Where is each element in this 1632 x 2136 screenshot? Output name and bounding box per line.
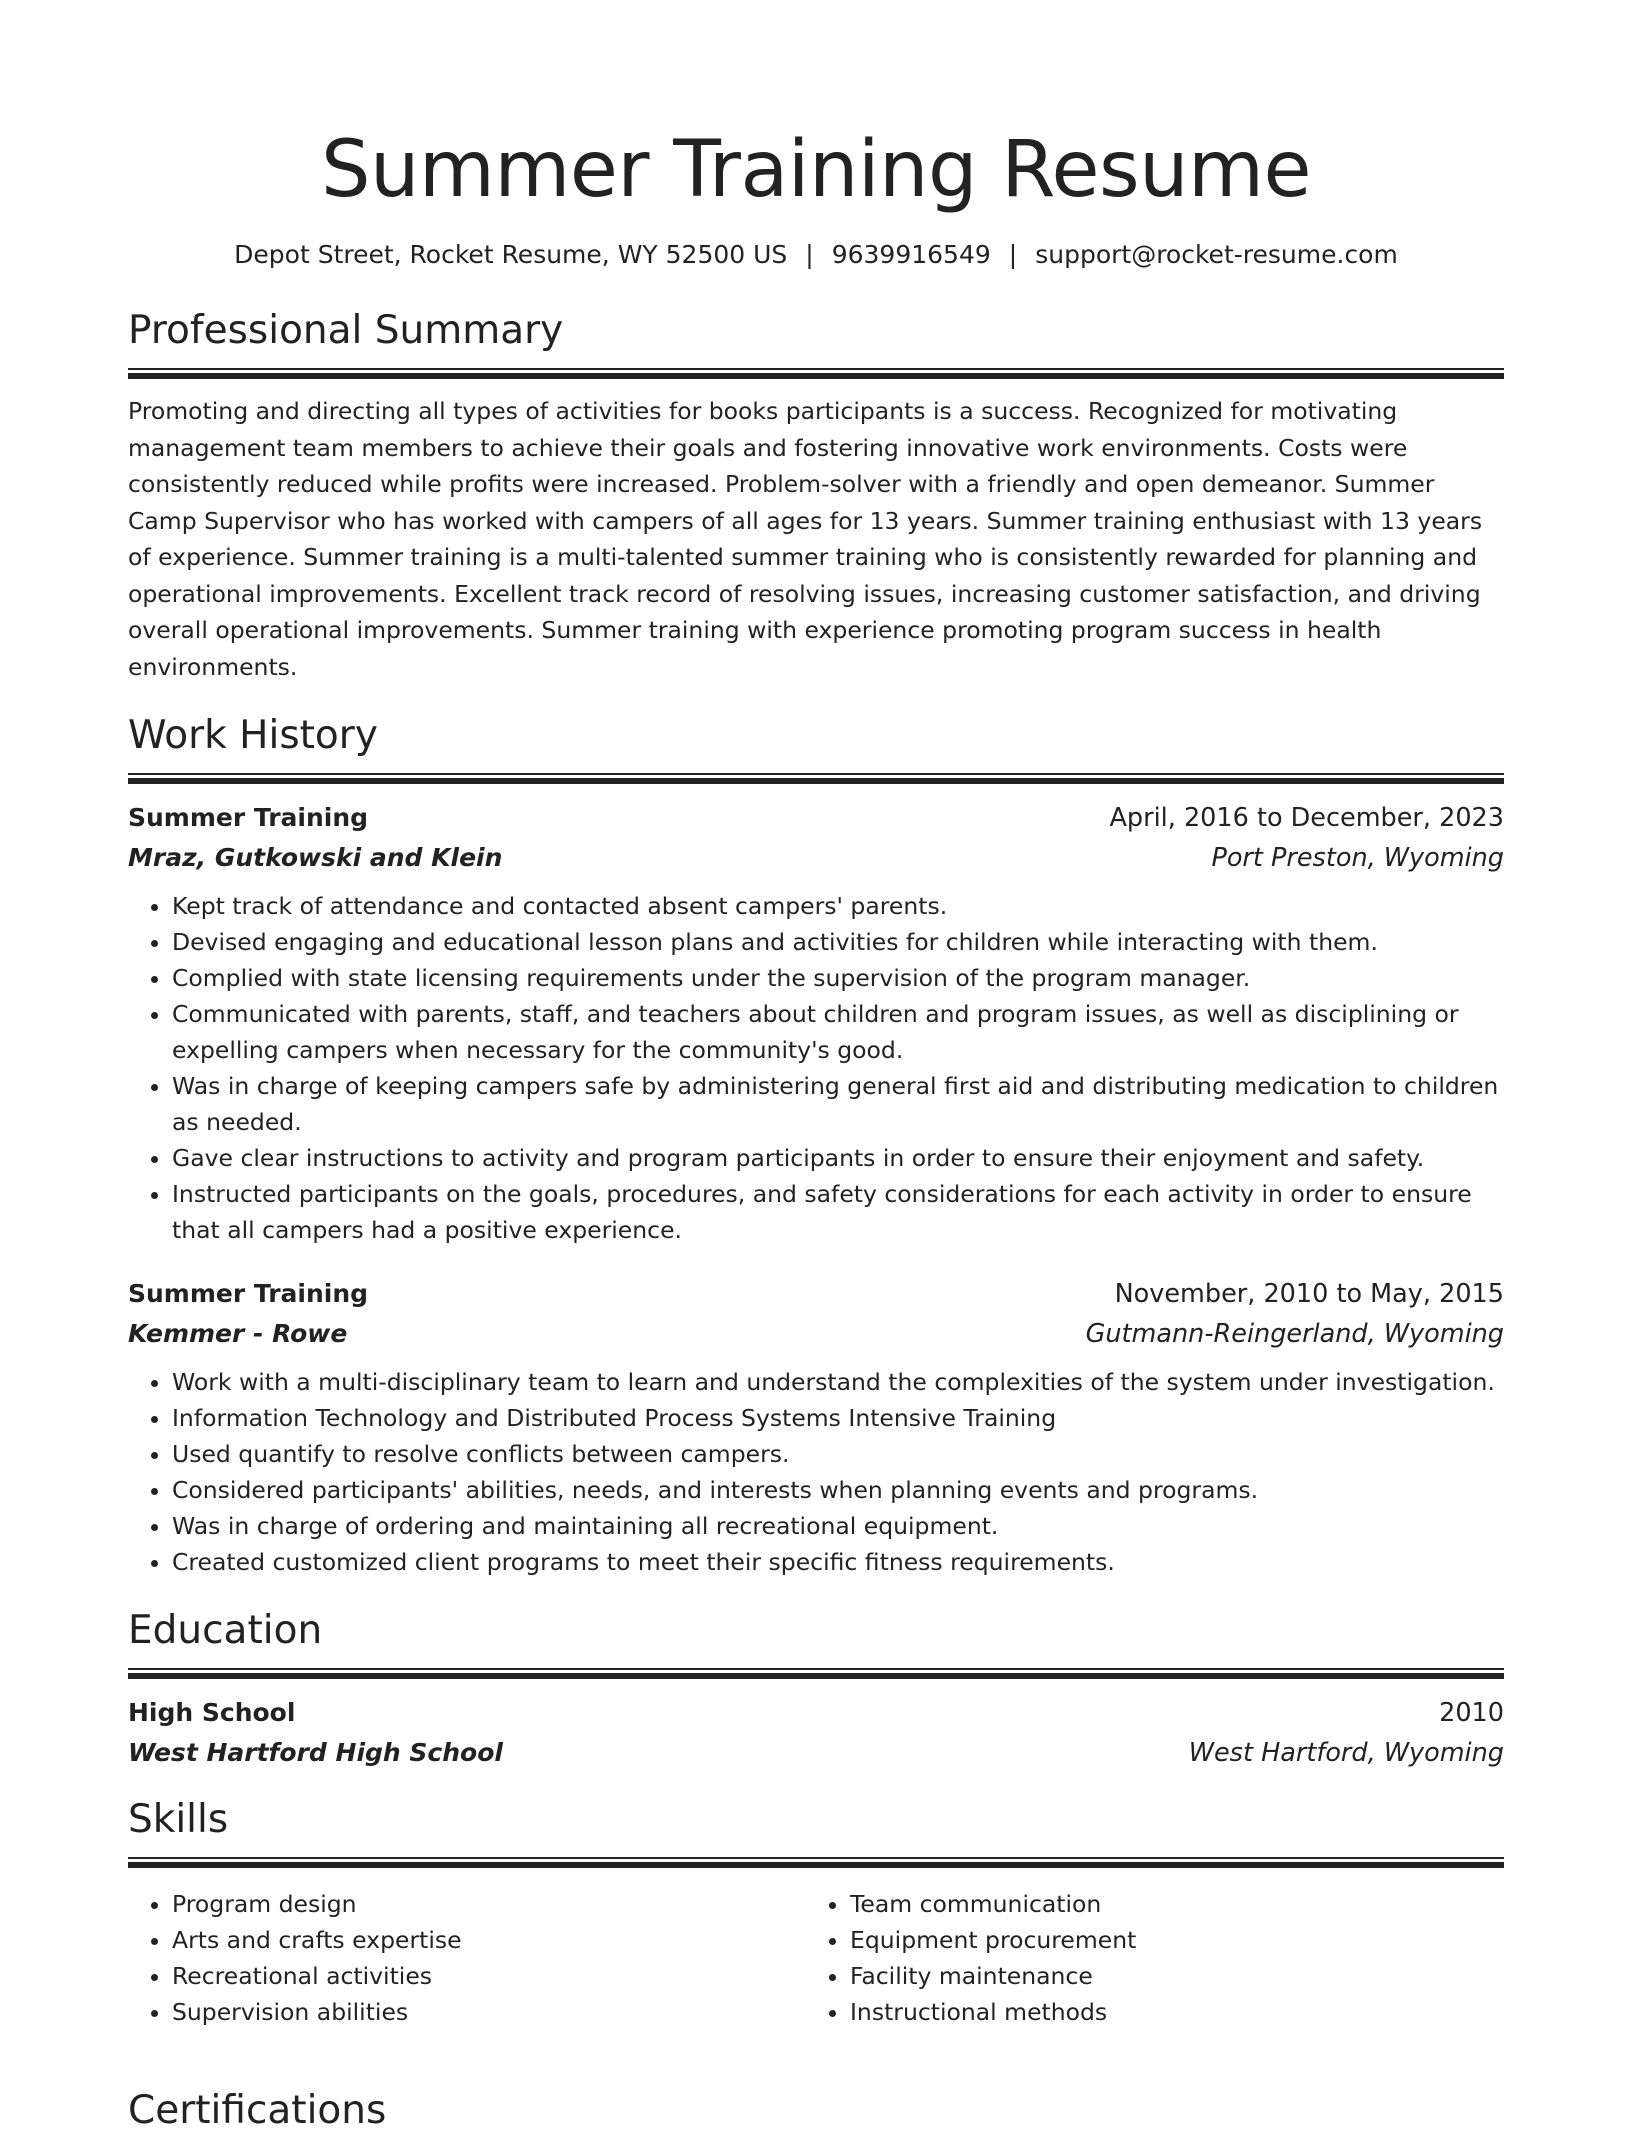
education-year: 2010 (1439, 1698, 1504, 1728)
email-text: support@rocket-resume.com (1035, 240, 1398, 269)
job-company: Mraz, Gutkowski and Klein (128, 843, 503, 872)
section-title-summary: Professional Summary (128, 308, 564, 353)
work-history-section (128, 711, 1504, 1580)
job-location: Gutmann-Reingerland, Wyoming (1085, 1319, 1504, 1349)
section-divider (128, 368, 1504, 379)
skills-column-left (128, 1882, 806, 2030)
job-company: Kemmer - Rowe (128, 1319, 348, 1348)
resume-page (128, 0, 1504, 2030)
job-duty-item: • Created customized client programs to meet their specific fitness requirements. (172, 1544, 1504, 1580)
job-duty-item: • Information Technology and Distributed Process Systems Intensive Training (172, 1400, 1504, 1436)
job-duties-list (128, 888, 1504, 1248)
job-duty-item: • Was in charge of ordering and maintaining all recreational equipment. (172, 1508, 1504, 1544)
skill-item: • Program design (172, 1886, 806, 1922)
contact-separator: | (805, 240, 814, 269)
job-entry (128, 1274, 1504, 1580)
skills-list (806, 1886, 1484, 2030)
section-title-certifications: Certifications (128, 2088, 387, 2133)
job-location: Port Preston, Wyoming (1211, 843, 1504, 873)
skills-grid (128, 1882, 1504, 2030)
job-role: Summer Training (128, 1279, 369, 1308)
job-role: Summer Training (128, 803, 369, 832)
skills-column-right (806, 1882, 1484, 2030)
job-header-row (128, 1274, 1504, 1314)
skill-item: • Supervision abilities (172, 1994, 806, 2030)
job-company-row (128, 838, 1504, 878)
summary-section (128, 306, 1504, 685)
section-title-skills: Skills (128, 1797, 229, 1842)
education-location: West Hartford, Wyoming (1188, 1738, 1504, 1768)
education-school: West Hartford High School (128, 1738, 503, 1767)
skill-item: • Equipment procurement (850, 1922, 1484, 1958)
job-duty-item: • Used quantify to resolve conflicts between campers. (172, 1436, 1504, 1472)
section-divider (128, 1668, 1504, 1679)
job-dates: November, 2010 to May, 2015 (1114, 1279, 1504, 1309)
skill-item: • Instructional methods (850, 1994, 1484, 2030)
job-duties-list (128, 1364, 1504, 1580)
job-duty-item: • Was in charge of keeping campers safe by administering general first aid and distributing medication to children as needed. (172, 1068, 1504, 1140)
job-duty-item: • Communicated with parents, staff, and teachers about children and program issues, as well as disciplining or expelling campers when necessary for the community's good. (172, 996, 1504, 1068)
phone-text: 9639916549 (831, 240, 991, 269)
section-divider (128, 773, 1504, 784)
education-header-row (128, 1693, 1504, 1733)
job-duty-item: • Instructed participants on the goals, procedures, and safety considerations for each activity in order to ensure that all campers had a positive experience. (172, 1176, 1504, 1248)
job-company-row (128, 1314, 1504, 1354)
job-duty-item: • Work with a multi-disciplinary team to learn and understand the complexities of the system under investigation. (172, 1364, 1504, 1400)
job-duty-item: • Considered participants' abilities, needs, and interests when planning events and programs. (172, 1472, 1504, 1508)
skill-item: • Recreational activities (172, 1958, 806, 1994)
education-degree: High School (128, 1698, 296, 1727)
job-entry (128, 798, 1504, 1248)
skills-section (128, 1795, 1504, 2030)
job-dates: April, 2016 to December, 2023 (1109, 803, 1504, 833)
resume-title: Summer Training Resume (320, 125, 1312, 215)
section-title-work-history: Work History (128, 713, 378, 758)
contact-separator: | (1008, 240, 1018, 269)
skill-item: • Facility maintenance (850, 1958, 1484, 1994)
section-divider (128, 1857, 1504, 1868)
skill-item: • Arts and crafts expertise (172, 1922, 806, 1958)
education-school-row (128, 1733, 1504, 1773)
job-duty-item: • Gave clear instructions to activity and program participants in order to ensure their enjoyment and safety. (172, 1140, 1504, 1176)
address-text: Depot Street, Rocket Resume, WY 52500 US (234, 240, 788, 269)
education-section (128, 1606, 1504, 1773)
job-duty-item: • Devised engaging and educational lesson plans and activities for children while interacting with them. (172, 924, 1504, 960)
job-duty-item: • Complied with state licensing requirements under the supervision of the program manager. (172, 960, 1504, 996)
summary-paragraph: Promoting and directing all types of activities for books participants is a success. Recognized for motivating management team members to achieve their goals and fostering innovative work environments. Costs were consistently reduced while profits were increased. Problem-solver with a friendly and open demeanor. Summer Camp Supervisor who has worked with campers of all ages for 13 years. Summer training enthusiast with 13 years of experience. Summer training is a multi-talented summer training who is consistently rewarded for planning and operational improvements. Excellent track record of resolving issues, increasing customer satisfaction, and driving overall operational improvements. Summer training with experience promoting program success in health environments. (128, 397, 1483, 681)
skill-item: • Team communication (850, 1886, 1484, 1922)
job-duty-item: • Kept track of attendance and contacted absent campers' parents. (172, 888, 1504, 924)
job-header-row (128, 798, 1504, 838)
contact-line (128, 238, 1504, 272)
skills-list (128, 1886, 806, 2030)
section-title-education: Education (128, 1608, 323, 1653)
